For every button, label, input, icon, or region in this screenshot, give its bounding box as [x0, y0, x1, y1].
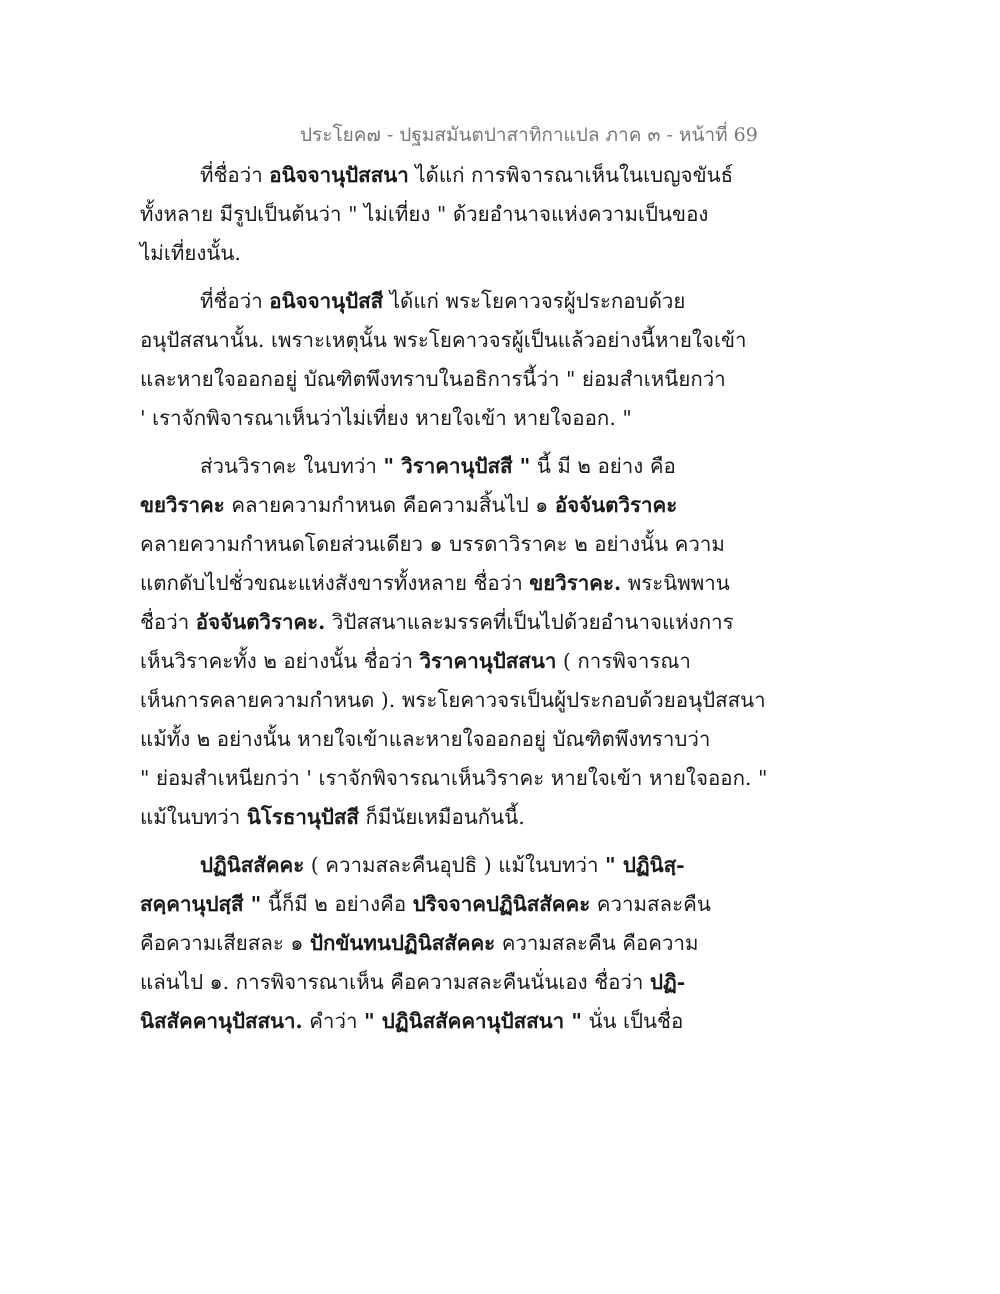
text-line — [140, 195, 740, 234]
text-line — [140, 447, 740, 486]
text-segment: ( การพิจารณา — [556, 649, 691, 673]
bold-term: อัจจันตวิราคะ. — [195, 610, 326, 634]
text-line — [140, 603, 740, 642]
paragraph — [140, 282, 747, 438]
text-line — [140, 399, 740, 438]
text-segment: แม้ทั้ง ๒ อย่างนั้น หายใจเข้าและหายใจออกอยู่ บัณฑิตพึงทราบว่า — [140, 727, 711, 751]
text-segment: คือความเสียสละ ๑ — [140, 931, 310, 955]
text-segment: คลายความกำหนด คือความสิ้นไป ๑ — [224, 493, 555, 517]
text-line — [140, 486, 740, 525]
text-segment: วิปัสสนาและมรรคที่เป็นไปด้วยอำนาจแห่งการ — [325, 610, 734, 634]
text-line — [140, 564, 740, 603]
text-segment: ไม่เที่ยงนั้น. — [140, 241, 241, 265]
text-line — [140, 759, 768, 798]
text-line — [140, 321, 747, 360]
text-segment: นี้ก็มี ๒ อย่างคือ — [261, 892, 413, 916]
text-line — [140, 963, 740, 1002]
bold-term: นิโรธานุปัสสี — [246, 805, 359, 829]
page-header: ประโยค๗ - ปฐมสมันตปาสาทิกาแปล ภาค ๓ - หน้าที่ 69 — [300, 124, 758, 146]
text-segment: นี้ มี ๒ อย่าง คือ — [530, 454, 676, 478]
text-segment: ( ความสละคืนอุปธิ ) แม้ในบทว่า — [304, 853, 606, 877]
text-segment: แล่นไป ๑. การพิจารณาเห็น คือความสละคืนนั่นเอง ชื่อว่า — [140, 970, 650, 994]
bold-term: " ปฏินิสฺ- — [605, 853, 685, 877]
text-line — [140, 642, 740, 681]
text-segment: ได้แก่ การพิจารณาเห็นในเบญจขันธ์ — [408, 163, 734, 187]
bold-term: สคฺคานุปสฺสี " — [140, 892, 262, 916]
bold-term: อัจจันตวิราคะ — [554, 493, 678, 517]
bold-term: " ปฏินิสสัคคานุปัสสนา " — [363, 1009, 582, 1033]
text-line — [140, 798, 740, 837]
text-segment: ที่ชื่อว่า — [200, 163, 270, 187]
text-segment: อนุปัสสนานั้น. เพราะเหตุนั้น พระโยคาวจรผู้เป็นแล้วอย่างนี้หายใจเข้า — [140, 328, 747, 352]
text-line — [140, 1002, 740, 1041]
text-line — [140, 360, 740, 399]
text-segment: เห็นการคลายความกำหนด ). พระโยคาวจรเป็นผู้ประกอบด้วยอนุปัสสนา — [140, 688, 766, 712]
text-segment: ส่วนวิราคะ ในบทว่า — [200, 454, 384, 478]
text-line — [140, 924, 740, 963]
bold-term: ขยวิราคะ. — [529, 571, 622, 595]
text-segment: ทั้งหลาย มีรูปเป็นต้นว่า " ไม่เที่ยง " ด้วยอำนาจแห่งความเป็นของ — [140, 202, 709, 226]
bold-term: ขยวิราคะ — [140, 493, 225, 517]
text-segment: ความสละคืน คือความ — [495, 931, 699, 955]
text-segment: เห็นวิราคะทั้ง ๒ อย่างนั้น ชื่อว่า — [140, 649, 420, 673]
paragraph — [140, 846, 740, 1041]
text-line — [140, 234, 740, 273]
text-segment: แม้ในบทว่า — [140, 805, 247, 829]
text-segment: ' เราจักพิจารณาเห็นว่าไม่เที่ยง หายใจเข้า หายใจออก. " — [140, 406, 632, 430]
text-segment: " ย่อมสำเหนียกว่า ' เราจักพิจารณาเห็นวิราคะ หายใจเข้า หายใจออก. " — [140, 766, 768, 790]
bold-term: อนิจจานุปัสสนา — [269, 163, 409, 187]
text-segment: ความสละคืน — [590, 892, 711, 916]
text-line — [140, 846, 740, 885]
bold-term: " วิราคานุปัสสี " — [383, 454, 531, 478]
text-line — [140, 885, 740, 924]
text-segment: คลายความกำหนดโดยส่วนเดียว ๑ บรรดาวิราคะ ๒ อย่างนั้น ความ — [140, 532, 725, 556]
text-segment: พระนิพพาน — [621, 571, 730, 595]
text-line — [140, 681, 766, 720]
text-segment: และหายใจออกอยู่ บัณฑิตพึงทราบในอธิการนี้ว่า " ย่อมสำเหนียกว่า — [140, 367, 726, 391]
bold-term: นิสสัคคานุปัสสนา. — [140, 1009, 303, 1033]
text-segment: ได้แก่ พระโยคาวจรผู้ประกอบด้วย — [383, 289, 686, 313]
bold-term: ปฏิ- — [649, 970, 686, 994]
bold-term: ปักขันทนปฏินิสสัคคะ — [309, 931, 496, 955]
text-segment: แตกดับไปชั่วขณะแห่งสังขารทั้งหลาย ชื่อว่า — [140, 571, 530, 595]
text-segment: ชื่อว่า — [140, 610, 196, 634]
bold-term: อนิจจานุปัสสี — [269, 289, 384, 313]
text-segment: ก็มีนัยเหมือนกันนี้. — [358, 805, 525, 829]
text-line — [140, 156, 740, 195]
text-segment: นั่น เป็นชื่อ — [581, 1009, 684, 1033]
paragraph — [140, 156, 740, 273]
body-text — [140, 156, 768, 1041]
text-line — [140, 525, 740, 564]
text-line — [140, 282, 740, 321]
text-segment: คำว่า — [302, 1009, 364, 1033]
text-segment: ที่ชื่อว่า — [200, 289, 270, 313]
bold-term: ปริจจาคปฏินิสสัคคะ — [412, 892, 591, 916]
bold-term: ปฏินิสสัคคะ — [200, 853, 305, 877]
text-line — [140, 720, 740, 759]
paragraph — [140, 447, 768, 837]
bold-term: วิราคานุปัสสนา — [419, 649, 557, 673]
